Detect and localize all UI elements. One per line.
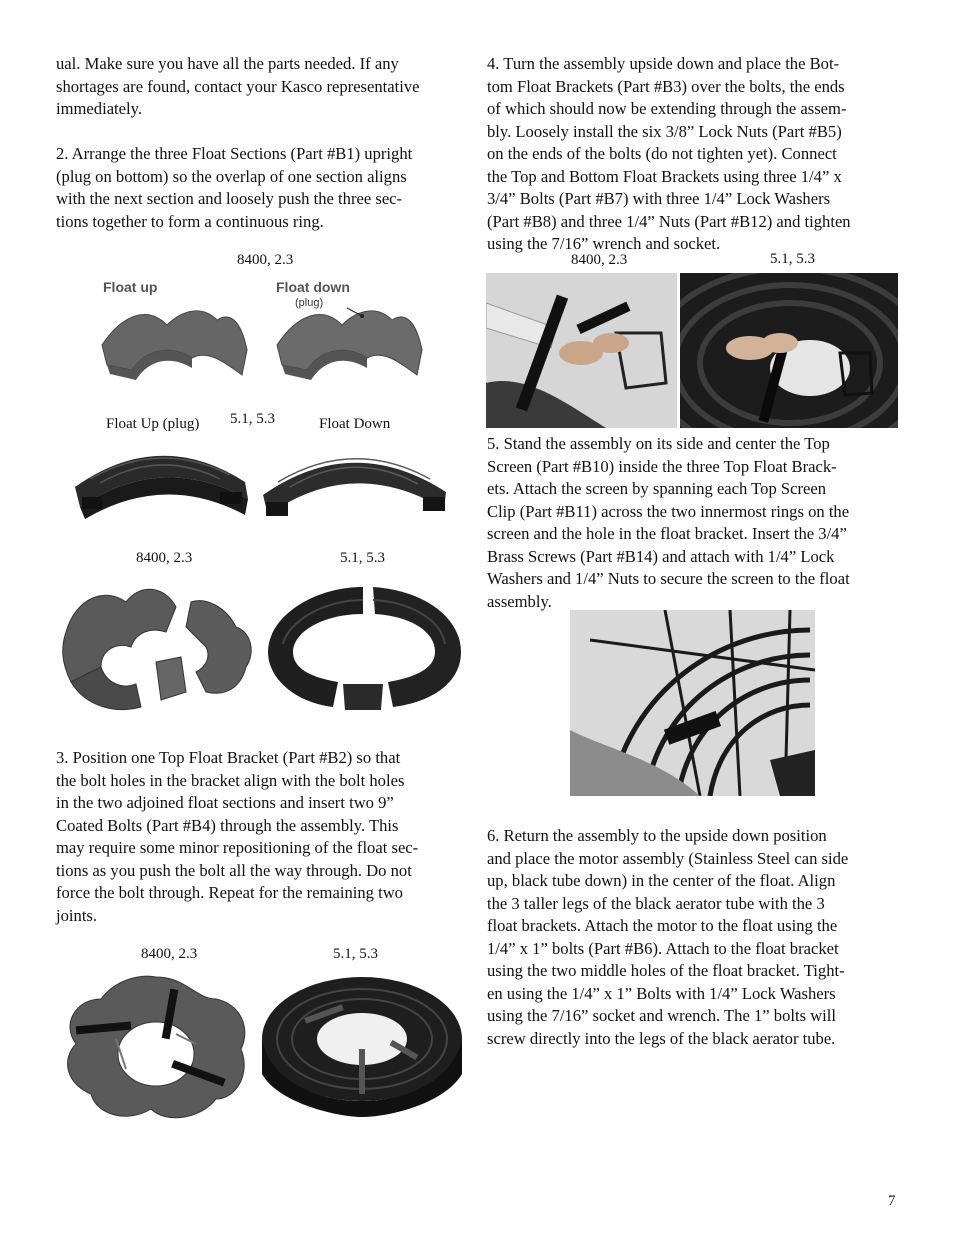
three-float-sections-photo-8400 bbox=[56, 572, 260, 718]
paragraph-step-5: 5. Stand the assembly on its side and center the Top Screen (Part #B10) inside the three Top Float Brack- ets. Attach the screen by spanning each Top Screen Clip (Part #B11) across the two innermost rings on the screen and the hole in the float bracket. Insert the 3/4” Brass Screws (Part #B14) and attach with 1/4” Lock Washers and 1/4” Nuts to secure the screen to the float assembly. bbox=[487, 434, 850, 611]
figure-5-caption-left: 8400, 2.3 bbox=[571, 252, 628, 268]
figure-2-caption-left: Float Up (plug) bbox=[106, 416, 200, 432]
float-up-down-diagram bbox=[92, 270, 432, 390]
paragraph-step-2: 2. Arrange the three Float Sections (Part #B1) upright (plug on bottom) so the overlap of one section aligns with the next section and loosely push the three sec- tions together to form a continuous ring. bbox=[56, 144, 413, 231]
bracket-connection-photo-51 bbox=[680, 273, 898, 428]
figure-2-caption-mid: 5.1, 5.3 bbox=[230, 411, 275, 427]
figure-4-caption-right: 5.1, 5.3 bbox=[333, 946, 378, 962]
bracket-connection-photo-8400 bbox=[486, 273, 677, 428]
figure-4-caption-left: 8400, 2.3 bbox=[141, 946, 198, 962]
float-section-photo-down bbox=[258, 437, 453, 522]
float-down-label: Float down bbox=[276, 279, 350, 295]
paragraph-step-6: 6. Return the assembly to the upside down position and place the motor assembly (Stainless Steel can side up, black tube down) in the center of the float. Align the 3 taller legs of the black aerator tube with the 3 float brackets. Attach the motor to the float using the 1/4” x 1” bolts (Part #B6). Attach to the float bracket using the two middle holes of the float bracket. Tight- en using the 1/4” x 1” Bolts with 1/4” Lock Washers using the 7/16” socket and wrench. The 1” bolts will screw directly into the legs of the black aerator tube. bbox=[487, 826, 849, 1048]
paragraph-step-3: 3. Position one Top Float Bracket (Part #B2) so that the bolt holes in the bracket align with the bolt holes in the two adjoined float sections and insert two 9” Coated Bolts (Part #B4) through the assembly. This may require some minor repositioning of the float sec- tions as you push the bolt all the way through. Do not force the bolt through. Repeat for the remaining two joints. bbox=[56, 748, 419, 925]
figure-5-caption-right: 5.1, 5.3 bbox=[770, 251, 815, 267]
float-up-label: Float up bbox=[103, 279, 158, 295]
assembly-with-brackets-photo-8400 bbox=[56, 969, 256, 1129]
paragraph-step-4: 4. Turn the assembly upside down and place the Bot- tom Float Brackets (Part #B3) over the bolts, the ends of which should now be extending through the assem- bly. Loosely install the six 3/8” Lock Nuts (Part #B5) on the ends of the bolts (do not tighten yet). Connect the Top and Bottom Float Brackets using three 1/4” x 3/4” Bolts (Part #B7) with three 1/4” Lock Washers (Part #B8) and three 1/4” Nuts (Part #B12) and tighten using the 7/16” wrench and socket. bbox=[487, 54, 851, 253]
paragraph-intro-continuation: ual. Make sure you have all the parts needed. If any shortages are found, contact your Kasco representative immediately. bbox=[56, 54, 420, 118]
three-float-sections-photo-51 bbox=[263, 572, 467, 718]
float-section-photo-up bbox=[70, 437, 255, 522]
figure-1-caption: 8400, 2.3 bbox=[237, 252, 294, 268]
assembly-with-brackets-photo-51 bbox=[259, 969, 465, 1119]
figure-2-caption-right: Float Down bbox=[319, 416, 391, 432]
top-screen-photo bbox=[570, 610, 815, 796]
figure-3-caption-left: 8400, 2.3 bbox=[136, 550, 193, 566]
plug-label: (plug) bbox=[295, 297, 324, 309]
page-number: 7 bbox=[888, 1193, 896, 1209]
figure-3-caption-right: 5.1, 5.3 bbox=[340, 550, 385, 566]
